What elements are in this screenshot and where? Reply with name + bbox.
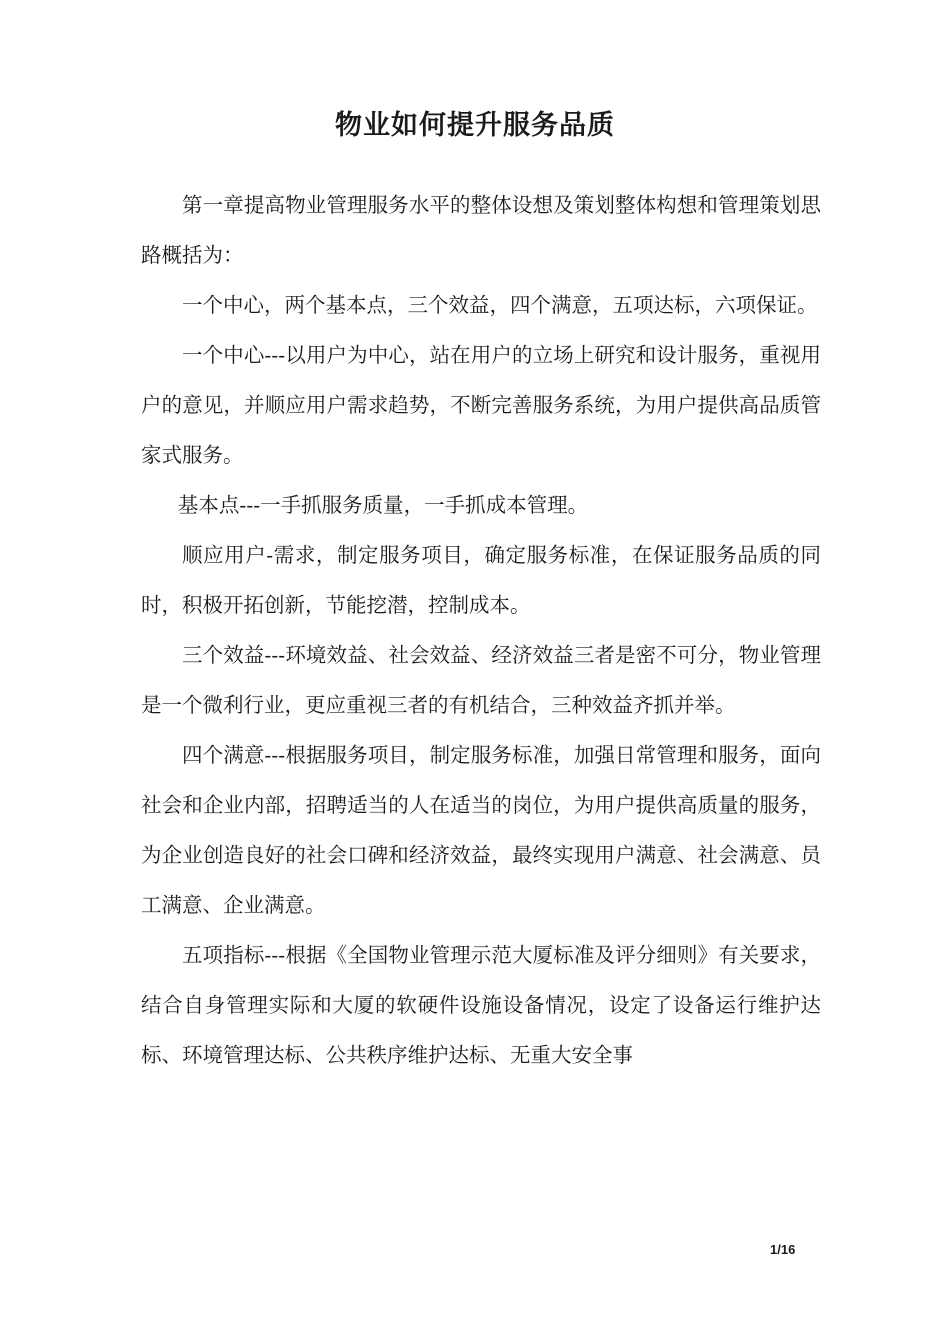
paragraph-user-demand: 顺应用户-需求，制定服务项目，确定服务标准，在保证服务品质的同时，积极开拓创新，节能挖潜，控制成本。 bbox=[141, 543, 821, 617]
paragraph-one-center: 一个中心---以用户为中心，站在用户的立场上研究和设计服务，重视用户的意见，并顺应用户需求趋势，不断完善服务系统，为用户提供高品质管家式服务。 bbox=[141, 343, 821, 467]
page-number: 1/16 bbox=[770, 1242, 796, 1257]
paragraph-three-benefits: 三个效益---环境效益、社会效益、经济效益三者是密不可分，物业管理是一个微利行业，更应重视三者的有机结合，三种效益齐抓并举。 bbox=[141, 643, 821, 717]
document-body bbox=[141, 180, 821, 1080]
paragraph-summary: 一个中心，两个基本点，三个效益，四个满意，五项达标，六项保证。 bbox=[182, 293, 818, 317]
paragraph-overview: 第一章提高物业管理服务水平的整体设想及策划整体构想和管理策划思路概括为： bbox=[141, 193, 821, 267]
paragraph-five-indicators: 五项指标---根据《全国物业管理示范大厦标准及评分细则》有关要求，结合自身管理实际和大厦的软硬件设施设备情况，设定了设备运行维护达标、环境管理达标、公共秩序维护达标、无重大安全事 bbox=[141, 943, 821, 1067]
paragraph-basic-points: 基本点---一手抓服务质量，一手抓成本管理。 bbox=[177, 493, 589, 517]
document-title: 物业如何提升服务品质 bbox=[335, 110, 615, 141]
paragraph-four-satisfactions: 四个满意---根据服务项目，制定服务标准，加强日常管理和服务，面向社会和企业内部，招聘适当的人在适当的岗位，为用户提供高质量的服务，为企业创造良好的社会口碑和经济效益，最终实现用户满意、社会满意、员工满意、企业满意。 bbox=[141, 743, 821, 917]
